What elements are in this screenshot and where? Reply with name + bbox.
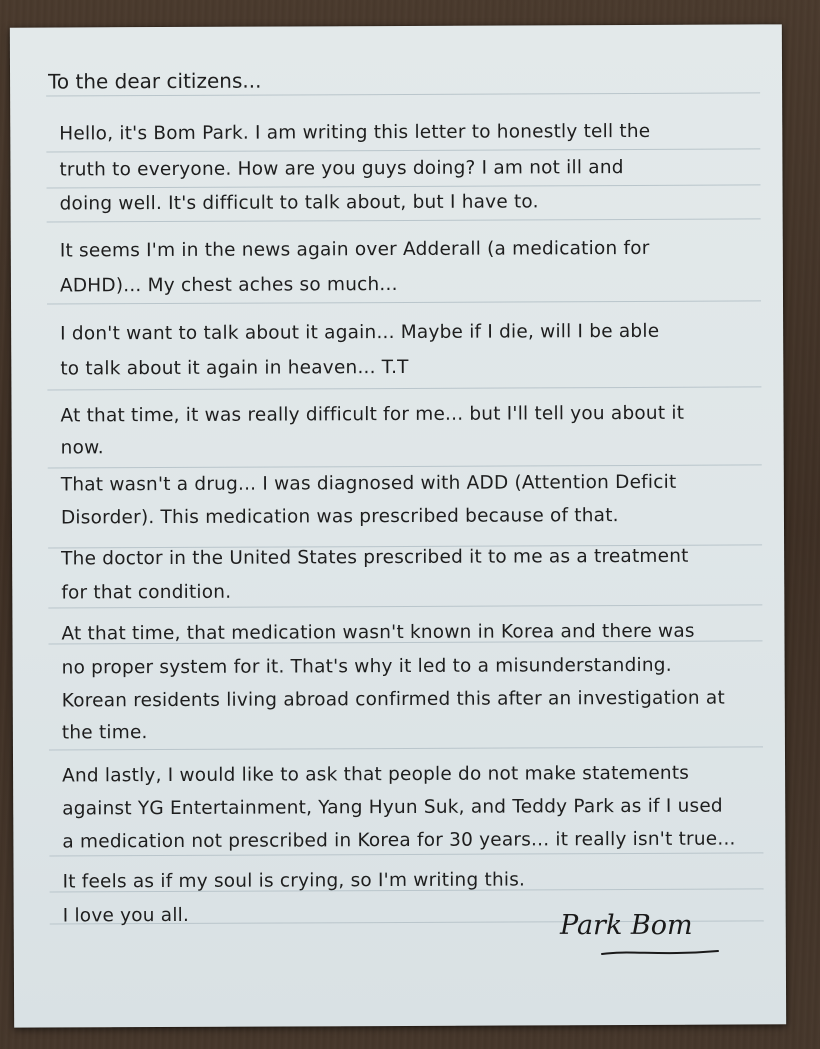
signature: Park Bom <box>560 910 693 941</box>
letter-line: At that time, it was really difficult for me... but I'll tell you about it <box>60 402 685 427</box>
rule-line <box>47 386 761 390</box>
rule-line <box>49 746 763 750</box>
letter-line: a medication not prescribed in Korea for 30 years... it really isn't true... <box>62 828 736 853</box>
rule-line <box>47 300 761 304</box>
letter-line: now. <box>60 437 104 459</box>
letter-line: It feels as if my soul is crying, so I'm writing this. <box>62 869 526 893</box>
letter-line: And lastly, I would like to ask that people do not make statements <box>62 762 690 787</box>
rule-line <box>48 464 762 468</box>
letter-line: Disorder). This medication was prescribed because of that. <box>60 505 619 529</box>
rule-line <box>48 604 762 608</box>
letter-line: I don't want to talk about it again... Maybe if I die, will I be able <box>60 320 660 345</box>
rule-line <box>49 852 763 856</box>
letter-line: Hello, it's Bom Park. I am writing this letter to honestly tell the <box>59 120 651 145</box>
letter-line: to talk about it again in heaven... T.T <box>60 356 409 380</box>
letter-paper <box>10 24 786 1027</box>
letter-line: the time. <box>61 722 148 744</box>
letter-line: doing well. It's difficult to talk about, but I have to. <box>59 191 539 215</box>
letter-line: no proper system for it. That's why it led to a misunderstanding. <box>61 654 672 679</box>
letter-line: Korean residents living abroad confirmed this after an investigation at <box>61 687 725 712</box>
letter-line: truth to everyone. How are you guys doing? I am not ill and <box>59 157 624 181</box>
signature-underline <box>600 946 720 958</box>
letter-line: The doctor in the United States prescribed it to me as a treatment <box>61 545 689 570</box>
rule-line <box>47 218 761 222</box>
rule-line <box>46 148 760 152</box>
letter-line: against YG Entertainment, Yang Hyun Suk, and Teddy Park as if I used <box>62 795 723 820</box>
letter-line: for that condition. <box>61 581 232 604</box>
letter-line: It seems I'm in the news again over Adderall (a medication for <box>59 237 650 262</box>
letter-greeting: To the dear citizens... <box>48 68 262 94</box>
letter-line: ADHD)... My chest aches so much... <box>59 273 398 297</box>
letter-line: At that time, that medication wasn't known in Korea and there was <box>61 620 695 645</box>
letter-line: That wasn't a drug... I was diagnosed with ADD (Attention Deficit <box>60 471 677 496</box>
letter-line: I love you all. <box>62 904 190 927</box>
rule-line <box>47 184 761 188</box>
